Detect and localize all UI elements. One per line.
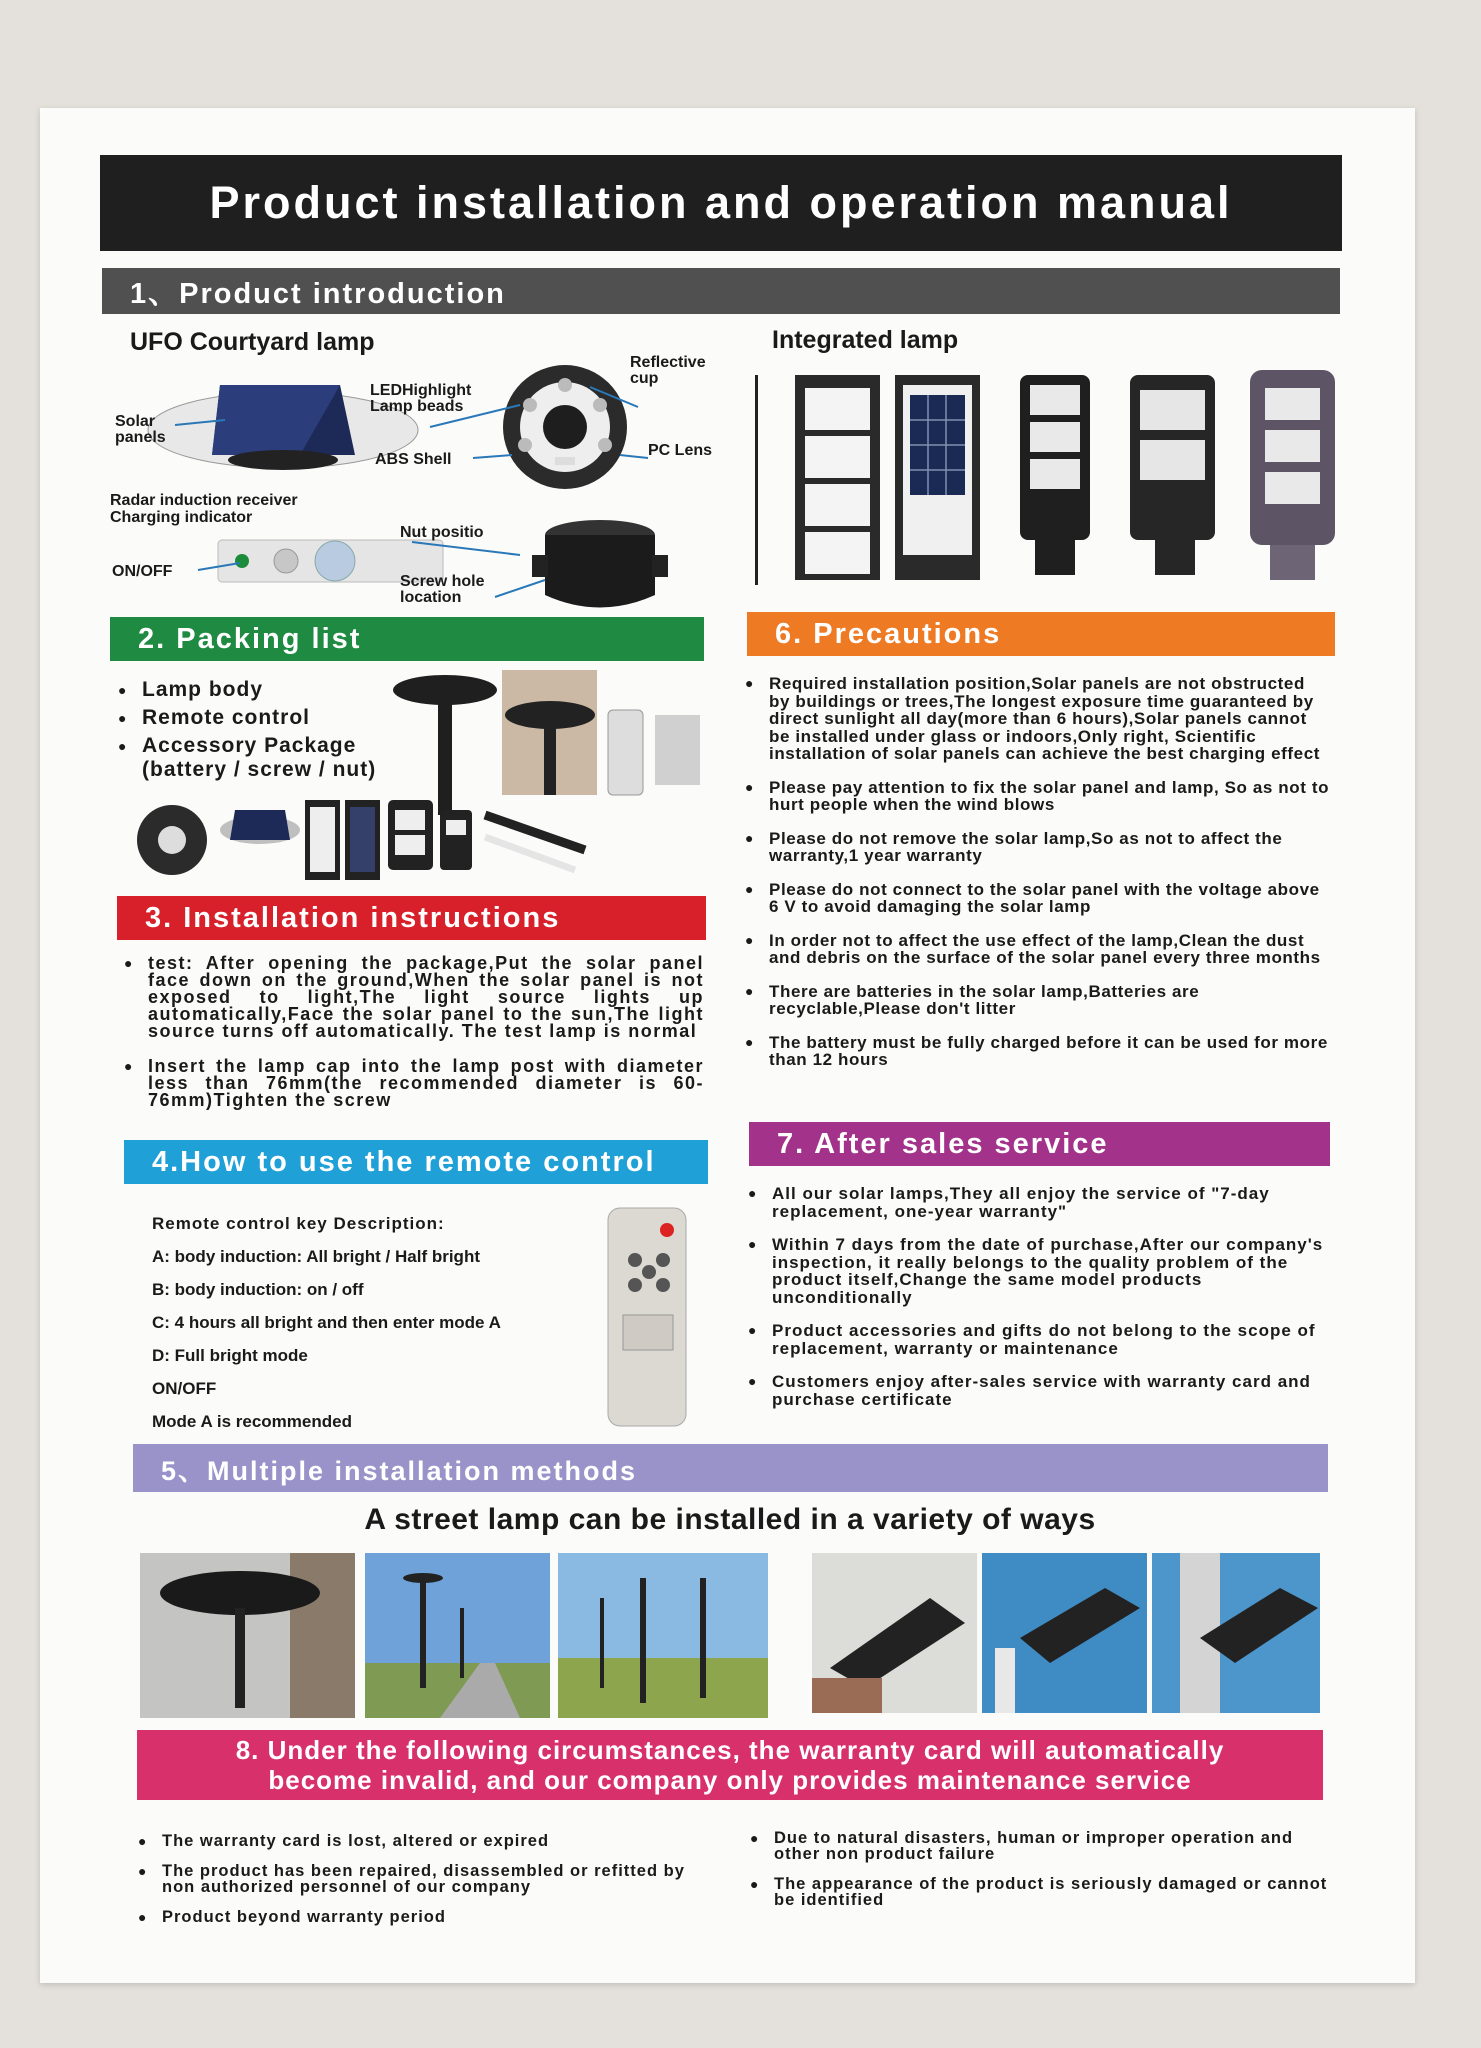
warranty-left-list xyxy=(138,1833,698,1939)
warranty-heading-line2: become invalid, and our company only provides maintenance service xyxy=(268,1765,1192,1795)
install-photo-pole-2 xyxy=(982,1553,1147,1713)
list-item: ● In order not to affect the use effect of the lamp,Clean the dust and debris on the surface of the solar panel every three months xyxy=(745,932,1330,967)
label-led-beads: LEDHighlight Lamp beads xyxy=(370,382,472,415)
list-item: ● Please do not connect to the solar panel with the voltage above 6 V to avoid damaging the solar lamp xyxy=(745,881,1330,916)
section-precautions: 6. Precautions xyxy=(747,612,1335,656)
packed-ufo-lamp-image xyxy=(393,675,497,815)
label-nut-position: Nut positio xyxy=(400,524,484,541)
section-installation-instructions: 3. Installation instructions xyxy=(117,896,706,940)
remote-line: B: body induction: on / off xyxy=(152,1280,364,1299)
list-item: ● Due to natural disasters, human or improper operation and other non product failure xyxy=(750,1830,1330,1862)
methods-subtitle: A street lamp can be installed in a variety of ways xyxy=(364,1503,1096,1536)
list-item: ● The warranty card is lost, altered or expired xyxy=(138,1833,698,1849)
remote-line: C: 4 hours all bright and then enter mode A xyxy=(152,1313,501,1332)
packed-accessory-image xyxy=(655,715,700,785)
label-solar-panels: Solar panels xyxy=(115,413,166,446)
remote-line: D: Full bright mode xyxy=(152,1346,308,1365)
warranty-heading-line1: 8. Under the following circumstances, the warranty card will automatically xyxy=(235,1735,1225,1765)
label-pc-lens: PC Lens xyxy=(648,442,713,459)
remote-line: Mode A is recommended xyxy=(152,1412,352,1431)
list-item: ● Required installation position,Solar panels are not obstructed by buildings or trees,The longest exposure time guaranteed by direct sunlight all day(more than 6 hours),Solar panels cannot be installed under glass or indoors,Only right, Scientific installation of solar panels can achieve the best charging effect xyxy=(745,675,1330,763)
after-sales-list xyxy=(748,1185,1338,1424)
install-photo-park xyxy=(558,1553,768,1718)
list-item: ● The product has been repaired, disassembled or refitted by non authorized personnel of our company xyxy=(138,1863,698,1895)
list-item: ● There are batteries in the solar lamp,Batteries are recyclable,Please don't litter xyxy=(745,983,1330,1018)
label-screw-hole: Screw hole location xyxy=(400,573,485,606)
warranty-right-list xyxy=(750,1830,1330,1922)
list-item: ● Please pay attention to fix the solar panel and lamp, So as not to hurt people when the wind blows xyxy=(745,779,1330,814)
remote-line: ON/OFF xyxy=(152,1379,217,1398)
section-product-introduction: 1、Product introduction xyxy=(102,268,1340,314)
list-item: ● Remote control xyxy=(118,706,418,730)
list-item: ● Product beyond warranty period xyxy=(138,1909,698,1925)
list-item: ● Lamp body xyxy=(118,678,418,702)
list-item: ● The battery must be fully charged before it can be used for more than 12 hours xyxy=(745,1034,1330,1069)
label-reflective-cup: Reflective cup xyxy=(630,354,706,387)
list-item: ● Within 7 days from the date of purchase,After our company's inspection, it really belongs to the quality problem of the product itself,Change the same model products unconditionally xyxy=(748,1236,1338,1306)
section-remote-control: 4.How to use the remote control xyxy=(124,1140,708,1184)
list-item: ● All our solar lamps,They all enjoy the service of "7-day replacement, one-year warranty" xyxy=(748,1185,1338,1220)
section-installation-methods: 5、Multiple installation methods xyxy=(133,1444,1328,1492)
list-item: ● Product accessories and gifts do not belong to the scope of replacement, warranty or maintenance xyxy=(748,1322,1338,1357)
install-photo-pole-1 xyxy=(812,1553,977,1713)
section-packing-list: 2. Packing list xyxy=(110,617,704,661)
installation-photos xyxy=(140,1548,1325,1718)
integrated-lamp-purple xyxy=(1250,370,1335,580)
install-photo-wall-mount xyxy=(140,1553,355,1718)
install-photo-pole-3 xyxy=(1152,1553,1320,1713)
label-charging-indicator: Charging indicator xyxy=(110,509,253,526)
list-item: ● Insert the lamp cap into the lamp post with diameter less than 76mm(the recommended diameter is 60-76mm)Tighten the screw xyxy=(124,1058,704,1109)
integrated-lamp-images xyxy=(790,370,1350,585)
list-item: ● The appearance of the product is seriously damaged or cannot be identified xyxy=(750,1876,1330,1908)
install-photo-path xyxy=(365,1553,550,1718)
installation-list xyxy=(124,955,704,1127)
page-title: Product installation and operation manual xyxy=(100,155,1342,251)
integrated-lamp-front xyxy=(795,375,880,580)
label-abs-shell: ABS Shell xyxy=(375,451,452,468)
list-item: ● Customers enjoy after-sales service with warranty card and purchase certificate xyxy=(748,1373,1338,1408)
integrated-lamp-three-panel xyxy=(1020,375,1090,575)
label-on-off: ON/OFF xyxy=(112,563,173,580)
integrated-lamp-title: Integrated lamp xyxy=(772,326,959,354)
integrated-lamp-back xyxy=(895,375,980,580)
section-warranty-invalid xyxy=(137,1730,1323,1800)
precautions-list xyxy=(745,675,1330,1085)
section-after-sales: 7. After sales service xyxy=(749,1122,1330,1166)
packing-images xyxy=(130,665,715,890)
remote-heading: Remote control key Description: xyxy=(152,1214,445,1233)
list-item: ● test: After opening the package,Put the solar panel face down on the ground,When the solar panel is not exposed to light,The light source lights up automatically,Face the solar panel to the sun,The light source turns off automatically. The test lamp is normal xyxy=(124,955,704,1040)
remote-line: A: body induction: All bright / Half bright xyxy=(152,1247,480,1266)
list-item: ● Accessory Package (battery / screw / nut) xyxy=(118,734,418,782)
packed-remote-image xyxy=(608,710,643,795)
label-radar-receiver: Radar induction receiver xyxy=(110,492,298,509)
remote-key-description xyxy=(152,1207,501,1438)
intro-divider xyxy=(755,375,758,585)
list-item: ● Please do not remove the solar lamp,So as not to affect the warranty,1 year warranty xyxy=(745,830,1330,865)
ufo-lamp-title: UFO Courtyard lamp xyxy=(130,328,375,356)
integrated-lamp-two-panel xyxy=(1130,375,1215,575)
remote-control-image xyxy=(605,1205,690,1430)
